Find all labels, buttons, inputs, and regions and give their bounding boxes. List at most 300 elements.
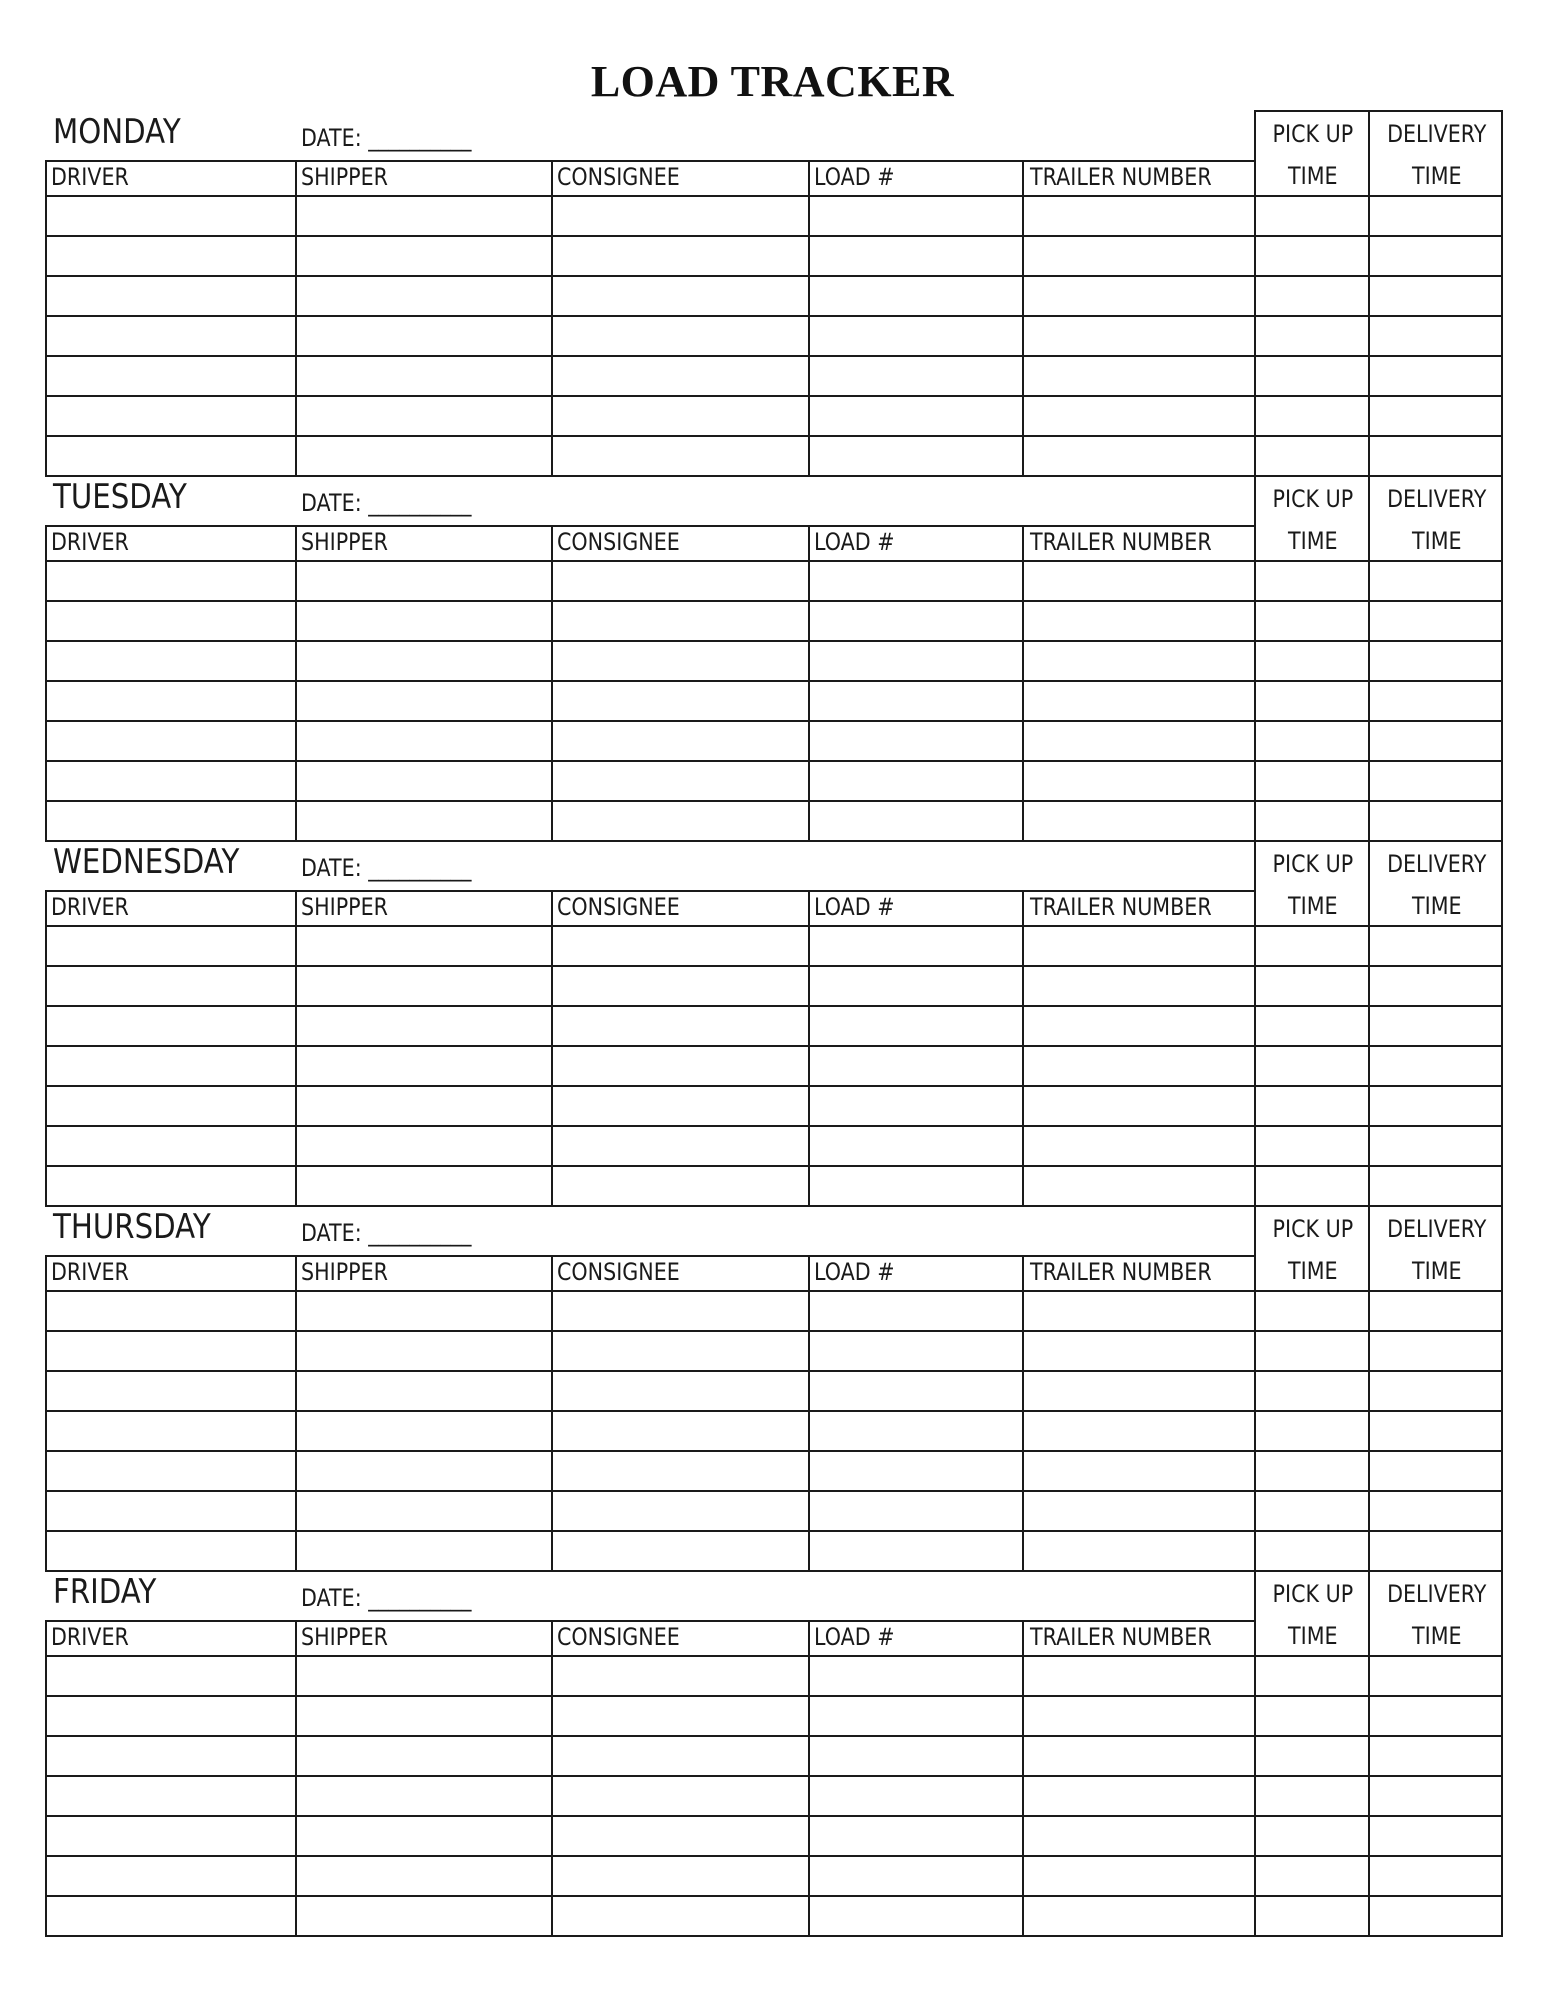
entry-cell[interactable]	[1370, 317, 1501, 355]
col-shipper: SHIPPER	[301, 163, 388, 191]
entry-cell[interactable]	[553, 197, 808, 235]
entry-cell[interactable]	[297, 562, 551, 600]
entry-cell[interactable]	[1024, 437, 1254, 475]
entry-cell[interactable]	[1024, 762, 1254, 800]
entry-cell[interactable]	[1024, 277, 1254, 315]
entry-cell[interactable]	[297, 1452, 551, 1490]
entry-cell[interactable]	[47, 1452, 295, 1490]
entry-cell[interactable]	[1256, 237, 1368, 275]
entry-cell[interactable]	[1370, 1452, 1501, 1490]
col-pickup-time-label	[1256, 1257, 1370, 1285]
entry-cell[interactable]	[1370, 197, 1501, 235]
entry-cell[interactable]	[810, 237, 1022, 275]
entry-cell[interactable]	[1024, 1127, 1254, 1165]
entry-cell[interactable]	[553, 562, 808, 600]
entry-cell[interactable]	[553, 1047, 808, 1085]
entry-cell[interactable]	[810, 1332, 1022, 1370]
entry-cell[interactable]	[297, 1532, 551, 1570]
entry-cell[interactable]	[297, 1127, 551, 1165]
date-field[interactable]: DATE: __________	[301, 489, 472, 517]
entry-cell[interactable]	[1370, 722, 1501, 760]
day-name: WEDNESDAY	[53, 842, 240, 882]
day-section	[45, 475, 1501, 841]
entry-cell[interactable]	[810, 762, 1022, 800]
entry-cell[interactable]	[810, 1817, 1022, 1855]
entry-cell[interactable]	[47, 1372, 295, 1410]
entry-cell[interactable]	[1024, 1492, 1254, 1530]
entry-cell[interactable]	[553, 682, 808, 720]
entry-cell[interactable]	[1370, 277, 1501, 315]
entry-cell[interactable]	[47, 1657, 295, 1695]
entry-cell[interactable]	[1256, 1857, 1368, 1895]
col-delivery-time-text: TIME	[1411, 892, 1462, 920]
entry-cell[interactable]	[1370, 1817, 1501, 1855]
col-delivery-time-label	[1370, 1622, 1503, 1650]
entry-cell[interactable]	[1024, 1412, 1254, 1450]
entry-cell[interactable]	[810, 967, 1022, 1005]
entry-cell[interactable]	[1256, 1167, 1368, 1205]
col-delivery-time-text: DELIVERY	[1386, 850, 1487, 878]
entry-cell[interactable]	[810, 642, 1022, 680]
day-name: THURSDAY	[53, 1207, 211, 1247]
entry-cell[interactable]	[47, 277, 295, 315]
entry-cell[interactable]	[47, 682, 295, 720]
entry-cell[interactable]	[1256, 277, 1368, 315]
entry-cell[interactable]	[1370, 967, 1501, 1005]
entry-cell[interactable]	[1256, 357, 1368, 395]
entry-cell[interactable]	[1024, 602, 1254, 640]
entry-cell[interactable]	[810, 802, 1022, 840]
day-section	[45, 840, 1501, 1206]
entry-cell[interactable]	[810, 1777, 1022, 1815]
entry-cell[interactable]	[297, 1492, 551, 1530]
grid-line	[45, 890, 1256, 892]
entry-cell[interactable]	[1024, 317, 1254, 355]
entry-cell[interactable]	[1024, 562, 1254, 600]
entry-cell[interactable]	[1256, 722, 1368, 760]
entry-cell[interactable]	[810, 1167, 1022, 1205]
entry-cell[interactable]	[47, 802, 295, 840]
entry-cell[interactable]	[1024, 1532, 1254, 1570]
entry-cell[interactable]	[47, 927, 295, 965]
entry-cell[interactable]	[1024, 1167, 1254, 1205]
col-delivery-time-text: TIME	[1411, 527, 1462, 555]
entry-cell[interactable]	[553, 1897, 808, 1935]
entry-cell[interactable]	[297, 277, 551, 315]
col-consignee: CONSIGNEE	[557, 893, 680, 921]
entry-cell[interactable]	[553, 1657, 808, 1695]
entry-cell[interactable]	[1370, 1492, 1501, 1530]
entry-cell[interactable]	[297, 1817, 551, 1855]
entry-cell[interactable]	[1256, 1777, 1368, 1815]
entry-cell[interactable]	[1024, 1657, 1254, 1695]
entry-cell[interactable]	[810, 1657, 1022, 1695]
entry-cell[interactable]	[297, 437, 551, 475]
entry-cell[interactable]	[1370, 397, 1501, 435]
entry-cell[interactable]	[553, 602, 808, 640]
col-pickup-time-label	[1256, 850, 1370, 878]
entry-cell[interactable]	[297, 1372, 551, 1410]
col-pickup-time-text: PICK UP	[1272, 1215, 1354, 1243]
col-consignee: CONSIGNEE	[557, 1258, 680, 1286]
col-pickup-time-text: PICK UP	[1272, 120, 1354, 148]
entry-cell[interactable]	[47, 722, 295, 760]
date-field[interactable]: DATE: __________	[301, 1219, 472, 1247]
entry-cell[interactable]	[1370, 357, 1501, 395]
entry-cell[interactable]	[297, 1777, 551, 1815]
entry-cell[interactable]	[1256, 1087, 1368, 1125]
day-name: TUESDAY	[53, 477, 187, 517]
col-delivery-time-label	[1370, 1257, 1503, 1285]
entry-cell[interactable]	[1370, 602, 1501, 640]
entry-cell[interactable]	[810, 397, 1022, 435]
entry-cell[interactable]	[810, 1532, 1022, 1570]
entry-cell[interactable]	[553, 1777, 808, 1815]
grid-line	[45, 1620, 1256, 1622]
entry-cell[interactable]	[1024, 1452, 1254, 1490]
entry-cell[interactable]	[810, 197, 1022, 235]
entry-cell[interactable]	[1256, 642, 1368, 680]
entry-cell[interactable]	[1256, 1127, 1368, 1165]
col-consignee: CONSIGNEE	[557, 1623, 680, 1651]
entry-cell[interactable]	[297, 1857, 551, 1895]
entry-cell[interactable]	[810, 1047, 1022, 1085]
entry-cell[interactable]	[553, 762, 808, 800]
entry-cell[interactable]	[297, 1007, 551, 1045]
entry-cell[interactable]	[297, 762, 551, 800]
entry-cell[interactable]	[297, 1167, 551, 1205]
entry-cell[interactable]	[47, 1047, 295, 1085]
entry-cell[interactable]	[1370, 437, 1501, 475]
entry-cell[interactable]	[553, 1292, 808, 1330]
entry-cell[interactable]	[810, 562, 1022, 600]
col-pickup-time-label	[1256, 162, 1370, 190]
entry-cell[interactable]	[1256, 1412, 1368, 1450]
entry-cell[interactable]	[810, 1897, 1022, 1935]
entry-cell[interactable]	[297, 1697, 551, 1735]
col-pickup-time-text: TIME	[1288, 1257, 1338, 1285]
entry-cell[interactable]	[810, 1412, 1022, 1450]
entry-cell[interactable]	[810, 1292, 1022, 1330]
entry-cell[interactable]	[553, 237, 808, 275]
entry-cell[interactable]	[553, 1532, 808, 1570]
entry-cell[interactable]	[553, 1087, 808, 1125]
entry-cell[interactable]	[810, 277, 1022, 315]
entry-cell[interactable]	[553, 1452, 808, 1490]
entry-cell[interactable]	[810, 437, 1022, 475]
entry-cell[interactable]	[810, 722, 1022, 760]
entry-cell[interactable]	[810, 317, 1022, 355]
entry-cell[interactable]	[1256, 1492, 1368, 1530]
entry-cell[interactable]	[1024, 357, 1254, 395]
entry-cell[interactable]	[810, 357, 1022, 395]
entry-cell[interactable]	[47, 437, 295, 475]
date-field[interactable]: DATE: __________	[301, 1584, 472, 1612]
entry-cell[interactable]	[1256, 562, 1368, 600]
entry-cell[interactable]	[47, 1292, 295, 1330]
entry-cell[interactable]	[553, 317, 808, 355]
entry-cell[interactable]	[553, 1167, 808, 1205]
entry-cell[interactable]	[1256, 1817, 1368, 1855]
entry-cell[interactable]	[297, 1897, 551, 1935]
entry-cell[interactable]	[297, 602, 551, 640]
entry-cell[interactable]	[297, 967, 551, 1005]
entry-cell[interactable]	[810, 1492, 1022, 1530]
entry-cell[interactable]	[1370, 1737, 1501, 1775]
entry-cell[interactable]	[47, 1532, 295, 1570]
entry-cell[interactable]	[553, 1007, 808, 1045]
entry-cell[interactable]	[1256, 1047, 1368, 1085]
entry-cell[interactable]	[1024, 682, 1254, 720]
entry-cell[interactable]	[47, 197, 295, 235]
entry-cell[interactable]	[553, 277, 808, 315]
entry-cell[interactable]	[1024, 1292, 1254, 1330]
entry-cell[interactable]	[297, 1292, 551, 1330]
col-pickup-time-text: PICK UP	[1272, 1580, 1354, 1608]
entry-cell[interactable]	[810, 1127, 1022, 1165]
entry-cell[interactable]	[1024, 1777, 1254, 1815]
entry-cell[interactable]	[1256, 317, 1368, 355]
entry-cell[interactable]	[1024, 1372, 1254, 1410]
entry-cell[interactable]	[47, 1412, 295, 1450]
entry-cell[interactable]	[1256, 1697, 1368, 1735]
col-driver: DRIVER	[51, 1623, 129, 1651]
entry-cell[interactable]	[1256, 437, 1368, 475]
entry-cell[interactable]	[47, 1777, 295, 1815]
entry-cell[interactable]	[47, 237, 295, 275]
entry-cell[interactable]	[553, 1127, 808, 1165]
entry-cell[interactable]	[1256, 762, 1368, 800]
entry-cell[interactable]	[1256, 1737, 1368, 1775]
grid-line	[1254, 840, 1503, 842]
entry-cell[interactable]	[1370, 1657, 1501, 1695]
entry-cell[interactable]	[1370, 1897, 1501, 1935]
col-consignee: CONSIGNEE	[557, 163, 680, 191]
entry-cell[interactable]	[810, 602, 1022, 640]
entry-cell[interactable]	[1256, 1292, 1368, 1330]
col-delivery-time-text: TIME	[1411, 1257, 1462, 1285]
entry-cell[interactable]	[1370, 1332, 1501, 1370]
entry-cell[interactable]	[1256, 1657, 1368, 1695]
entry-cell[interactable]	[1256, 967, 1368, 1005]
entry-cell[interactable]	[810, 1857, 1022, 1895]
col-delivery-time-text: DELIVERY	[1386, 1580, 1487, 1608]
entry-cell[interactable]	[1256, 1532, 1368, 1570]
entry-cell[interactable]	[47, 1897, 295, 1935]
entry-cell[interactable]	[553, 397, 808, 435]
entry-cell[interactable]	[1256, 1372, 1368, 1410]
entry-cell[interactable]	[47, 1492, 295, 1530]
entry-cell[interactable]	[1370, 1127, 1501, 1165]
entry-cell[interactable]	[1370, 1372, 1501, 1410]
entry-cell[interactable]	[1370, 562, 1501, 600]
col-delivery-time-label	[1370, 120, 1503, 148]
entry-cell[interactable]	[47, 1087, 295, 1125]
day-section	[45, 1570, 1501, 1936]
entry-cell[interactable]	[553, 967, 808, 1005]
entry-cell[interactable]	[1370, 1857, 1501, 1895]
entry-cell[interactable]	[297, 1332, 551, 1370]
entry-cell[interactable]	[47, 1857, 295, 1895]
entry-cell[interactable]	[297, 1737, 551, 1775]
col-delivery-time-label	[1370, 850, 1503, 878]
entry-cell[interactable]	[1256, 927, 1368, 965]
entry-cell[interactable]	[297, 1087, 551, 1125]
entry-cell[interactable]	[47, 397, 295, 435]
entry-cell[interactable]	[1370, 682, 1501, 720]
entry-cell[interactable]	[297, 237, 551, 275]
entry-cell[interactable]	[1370, 1292, 1501, 1330]
entry-cell[interactable]	[47, 317, 295, 355]
entry-cell[interactable]	[553, 1697, 808, 1735]
entry-cell[interactable]	[1370, 762, 1501, 800]
entry-cell[interactable]	[1256, 1332, 1368, 1370]
col-delivery-time-text: DELIVERY	[1386, 1215, 1487, 1243]
entry-cell[interactable]	[297, 1047, 551, 1085]
col-load-number: LOAD #	[814, 1258, 895, 1286]
col-pickup-time-label	[1256, 1215, 1370, 1243]
entry-cell[interactable]	[47, 1697, 295, 1735]
entry-cell[interactable]	[1024, 722, 1254, 760]
entry-cell[interactable]	[553, 1737, 808, 1775]
entry-cell[interactable]	[1256, 1452, 1368, 1490]
entry-cell[interactable]	[1370, 802, 1501, 840]
col-pickup-time-label	[1256, 527, 1370, 555]
entry-cell[interactable]	[553, 642, 808, 680]
entry-cell[interactable]	[1024, 1332, 1254, 1370]
entry-cell[interactable]	[1024, 967, 1254, 1005]
col-shipper: SHIPPER	[301, 1623, 388, 1651]
entry-cell[interactable]	[47, 762, 295, 800]
entry-cell[interactable]	[1256, 1007, 1368, 1045]
entry-cell[interactable]	[1256, 197, 1368, 235]
entry-cell[interactable]	[1024, 1697, 1254, 1735]
entry-cell[interactable]	[1024, 197, 1254, 235]
entry-cell[interactable]	[1370, 1777, 1501, 1815]
entry-cell[interactable]	[297, 1412, 551, 1450]
entry-cell[interactable]	[47, 562, 295, 600]
entry-cell[interactable]	[1370, 1412, 1501, 1450]
entry-cell[interactable]	[1256, 1897, 1368, 1935]
entry-cell[interactable]	[553, 1412, 808, 1450]
entry-cell[interactable]	[1024, 642, 1254, 680]
entry-cell[interactable]	[1024, 397, 1254, 435]
entry-cell[interactable]	[47, 1127, 295, 1165]
entry-cell[interactable]	[47, 1167, 295, 1205]
col-driver: DRIVER	[51, 528, 129, 556]
entry-cell[interactable]	[47, 1332, 295, 1370]
entry-cell[interactable]	[1024, 1817, 1254, 1855]
entry-cell[interactable]	[1024, 237, 1254, 275]
entry-cell[interactable]	[810, 1007, 1022, 1045]
entry-cell[interactable]	[1370, 642, 1501, 680]
entry-cell[interactable]	[297, 357, 551, 395]
entry-cell[interactable]	[1256, 802, 1368, 840]
col-shipper: SHIPPER	[301, 1258, 388, 1286]
entry-cell[interactable]	[553, 1817, 808, 1855]
entry-cell[interactable]	[47, 357, 295, 395]
entry-cell[interactable]	[810, 1372, 1022, 1410]
entry-cell[interactable]	[810, 682, 1022, 720]
date-field[interactable]: DATE: __________	[301, 124, 472, 152]
entry-cell[interactable]	[1370, 1087, 1501, 1125]
date-field[interactable]: DATE: __________	[301, 854, 472, 882]
entry-cell[interactable]	[297, 722, 551, 760]
entry-cell[interactable]	[297, 802, 551, 840]
entry-cell[interactable]	[1024, 1857, 1254, 1895]
entry-cell[interactable]	[1256, 397, 1368, 435]
entry-cell[interactable]	[810, 1087, 1022, 1125]
entry-cell[interactable]	[553, 1372, 808, 1410]
day-section	[45, 110, 1501, 476]
entry-cell[interactable]	[1370, 237, 1501, 275]
entry-cell[interactable]	[1370, 1697, 1501, 1735]
entry-cell[interactable]	[810, 1452, 1022, 1490]
entry-cell[interactable]	[1024, 1737, 1254, 1775]
entry-cell[interactable]	[1024, 1047, 1254, 1085]
entry-cell[interactable]	[553, 722, 808, 760]
col-pickup-time-text: TIME	[1288, 892, 1338, 920]
entry-cell[interactable]	[1024, 927, 1254, 965]
entry-cell[interactable]	[553, 927, 808, 965]
grid-line	[1254, 110, 1503, 112]
col-delivery-time-text: TIME	[1411, 162, 1462, 190]
day-name: MONDAY	[53, 112, 181, 152]
entry-cell[interactable]	[1370, 927, 1501, 965]
entry-cell[interactable]	[1370, 1007, 1501, 1045]
col-delivery-time-label	[1370, 892, 1503, 920]
entry-cell[interactable]	[47, 642, 295, 680]
entry-cell[interactable]	[297, 197, 551, 235]
entry-cell[interactable]	[47, 1007, 295, 1045]
entry-cell[interactable]	[47, 1737, 295, 1775]
entry-cell[interactable]	[810, 927, 1022, 965]
entry-cell[interactable]	[810, 1697, 1022, 1735]
entry-cell[interactable]	[1024, 802, 1254, 840]
entry-cell[interactable]	[297, 642, 551, 680]
entry-cell[interactable]	[553, 437, 808, 475]
entry-cell[interactable]	[1370, 1532, 1501, 1570]
entry-cell[interactable]	[1024, 1897, 1254, 1935]
entry-cell[interactable]	[1024, 1087, 1254, 1125]
col-trailer-number: TRAILER NUMBER	[1030, 893, 1212, 921]
col-pickup-time-text: PICK UP	[1272, 850, 1354, 878]
entry-cell[interactable]	[1256, 682, 1368, 720]
entry-cell[interactable]	[553, 802, 808, 840]
entry-cell[interactable]	[810, 1737, 1022, 1775]
entry-cell[interactable]	[553, 1492, 808, 1530]
entry-cell[interactable]	[297, 1657, 551, 1695]
col-pickup-time-label	[1256, 1622, 1370, 1650]
entry-cell[interactable]	[1256, 602, 1368, 640]
col-delivery-time-label	[1370, 527, 1503, 555]
entry-cell[interactable]	[553, 1857, 808, 1895]
entry-cell[interactable]	[553, 1332, 808, 1370]
entry-cell[interactable]	[553, 357, 808, 395]
entry-cell[interactable]	[47, 967, 295, 1005]
entry-cell[interactable]	[1370, 1167, 1501, 1205]
entry-cell[interactable]	[1370, 1047, 1501, 1085]
entry-cell[interactable]	[297, 927, 551, 965]
col-pickup-time-label	[1256, 120, 1370, 148]
entry-cell[interactable]	[297, 397, 551, 435]
entry-cell[interactable]	[47, 602, 295, 640]
col-shipper: SHIPPER	[301, 893, 388, 921]
entry-cell[interactable]	[297, 682, 551, 720]
entry-cell[interactable]	[1024, 1007, 1254, 1045]
entry-cell[interactable]	[297, 317, 551, 355]
entry-cell[interactable]	[47, 1817, 295, 1855]
